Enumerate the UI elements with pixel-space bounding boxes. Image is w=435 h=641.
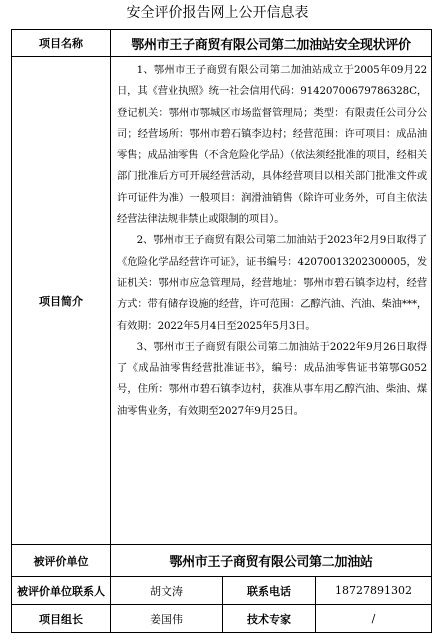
contact-label: 被评价单位联系人 — [12, 577, 111, 605]
page-title: 安全评价报告网上公开信息表 — [126, 5, 309, 21]
info-table — [11, 29, 432, 633]
leader-label: 项目组长 — [12, 605, 111, 633]
phone-value: 18727891302 — [316, 577, 432, 605]
row-project-intro — [12, 57, 432, 545]
project-intro-content — [111, 57, 432, 545]
evaluated-unit-label: 被评价单位 — [12, 545, 111, 577]
row-leader — [12, 605, 432, 633]
evaluated-unit-value: 鄂州市王子商贸有限公司第二加油站 — [111, 545, 432, 577]
project-intro-label: 项目简介 — [12, 57, 111, 545]
intro-paragraph-2: 2、鄂州市王子商贸有限公司第二加油站于2023年2月9日取得了《危险化学品经营许可证》，证书编号：42070013202300005，发证机关：鄂州市应急管理局，经营地址：鄂州市碧石镇李边村，经营方式：带有储存设施的经营，许可范围：乙醇汽油、汽油、柴油***，有效期：2022年5月4日至2025年5月3日。 — [117, 234, 427, 332]
contact-value: 胡文涛 — [111, 577, 223, 605]
project-name-label: 项目名称 — [12, 30, 111, 57]
phone-label: 联系电话 — [223, 577, 316, 605]
row-contact — [12, 577, 432, 605]
project-name-value: 鄂州市王子商贸有限公司第二加油站安全现状评价 — [111, 30, 432, 57]
expert-label: 技术专家 — [223, 605, 316, 633]
intro-paragraph-1: 1、鄂州市王子商贸有限公司第二加油站成立于2005年09月22日，其《营业执照》统一社会信用代码：91420700679786328C，登记机关：鄂州市鄂城区市场监督管理局；类型：有限责任公司分公司；经营场所：鄂州市碧石镇李边村；经营范围：许可项目：成品油零售；成品油零售（不含危险化学品）（依法须经批准的项目，经相关部门批准后方可开展经营活动，具体经营项目以相关部门批准文件或许可证件为准）一般项目：润滑油销售（除许可业务外，可自主依法经营法律法规非禁止或限制的项目）。 — [117, 64, 427, 226]
row-evaluated-unit — [12, 545, 432, 577]
intro-paragraph-3: 3、鄂州市王子商贸有限公司第二加油站于2022年9月26日取得了《成品油零售经营批准证书》，编号：成品油零售证书第鄂G052号，住所：鄂州市碧石镇李边村，获准从事车用乙醇汽油、柴油、煤油零售业务，有效期至2027年9月25日。 — [117, 340, 427, 417]
leader-value: 姜国伟 — [111, 605, 223, 633]
expert-value: / — [316, 605, 432, 633]
row-project-name — [12, 30, 432, 57]
